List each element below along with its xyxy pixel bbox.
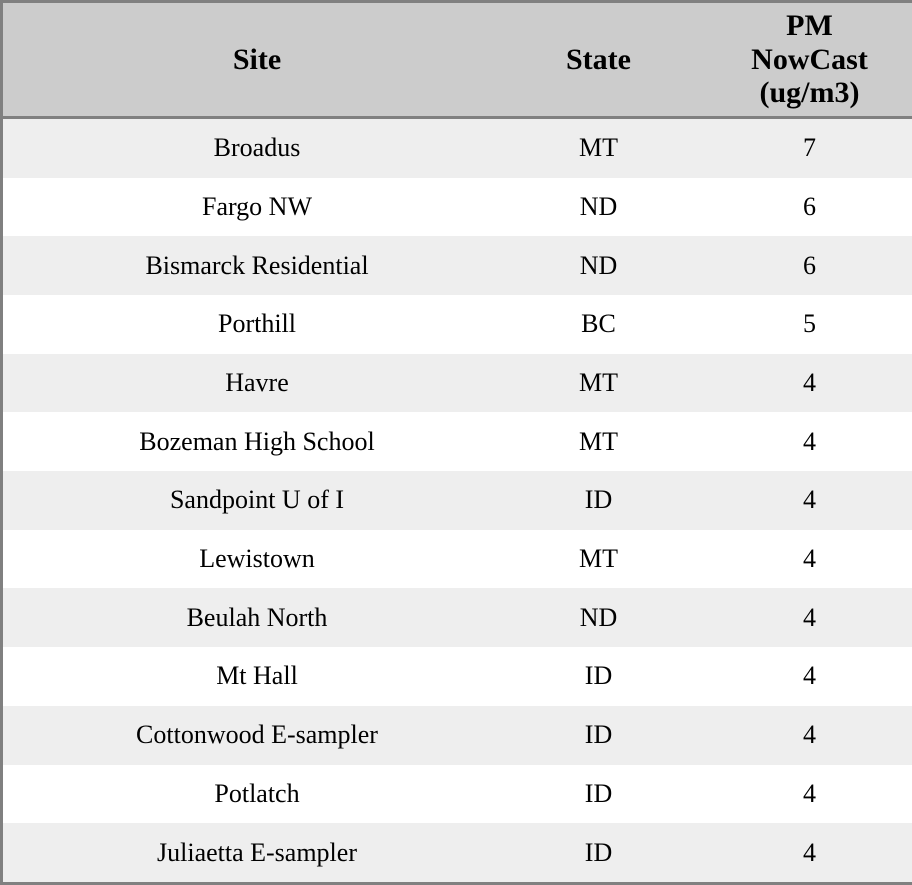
cell-value: 4: [686, 530, 912, 589]
cell-state: MT: [511, 412, 686, 471]
cell-value: 4: [686, 471, 912, 530]
cell-value: 4: [686, 823, 912, 882]
cell-site: Lewistown: [3, 530, 511, 589]
table-body: [3, 117, 912, 882]
cell-site: Fargo NW: [3, 178, 511, 237]
table-row: [3, 706, 912, 765]
table-header: [3, 3, 912, 117]
cell-value: 4: [686, 354, 912, 413]
cell-site: Beulah North: [3, 588, 511, 647]
table-row: [3, 647, 912, 706]
column-header-site: Site: [3, 3, 511, 117]
cell-state: ND: [511, 588, 686, 647]
cell-value: 6: [686, 236, 912, 295]
cell-state: ID: [511, 765, 686, 824]
cell-state: ID: [511, 823, 686, 882]
cell-state: MT: [511, 117, 686, 177]
column-header-pm-nowcast: [686, 3, 912, 117]
column-header-pm-nowcast-line2: NowCast: [751, 42, 868, 76]
cell-value: 6: [686, 178, 912, 237]
table-row: [3, 823, 912, 882]
cell-state: BC: [511, 295, 686, 354]
column-header-state: State: [511, 3, 686, 117]
table-header-row: [3, 3, 912, 117]
cell-site: Sandpoint U of I: [3, 471, 511, 530]
table-row: [3, 295, 912, 354]
table-row: [3, 412, 912, 471]
cell-site: Cottonwood E-sampler: [3, 706, 511, 765]
table-row: [3, 765, 912, 824]
cell-state: ID: [511, 706, 686, 765]
cell-value: 7: [686, 117, 912, 177]
cell-value: 4: [686, 588, 912, 647]
table-row: [3, 471, 912, 530]
cell-value: 4: [686, 412, 912, 471]
cell-state: ND: [511, 178, 686, 237]
cell-state: ID: [511, 647, 686, 706]
cell-site: Mt Hall: [3, 647, 511, 706]
cell-state: ND: [511, 236, 686, 295]
table-row: [3, 588, 912, 647]
cell-site: Potlatch: [3, 765, 511, 824]
cell-site: Bismarck Residential: [3, 236, 511, 295]
column-header-pm-nowcast-line3: (ug/m3): [759, 76, 860, 110]
table-row: [3, 354, 912, 413]
table-row: [3, 178, 912, 237]
column-header-pm-nowcast-line1: PM: [786, 9, 833, 42]
cell-state: MT: [511, 530, 686, 589]
pm-nowcast-table: [3, 3, 912, 882]
cell-site: Bozeman High School: [3, 412, 511, 471]
table-row: [3, 530, 912, 589]
cell-site: Juliaetta E-sampler: [3, 823, 511, 882]
table-row: [3, 236, 912, 295]
table-row: [3, 117, 912, 177]
cell-site: Porthill: [3, 295, 511, 354]
cell-site: Broadus: [3, 117, 511, 177]
cell-value: 4: [686, 765, 912, 824]
cell-value: 4: [686, 647, 912, 706]
cell-value: 4: [686, 706, 912, 765]
cell-state: ID: [511, 471, 686, 530]
cell-value: 5: [686, 295, 912, 354]
cell-state: MT: [511, 354, 686, 413]
cell-site: Havre: [3, 354, 511, 413]
